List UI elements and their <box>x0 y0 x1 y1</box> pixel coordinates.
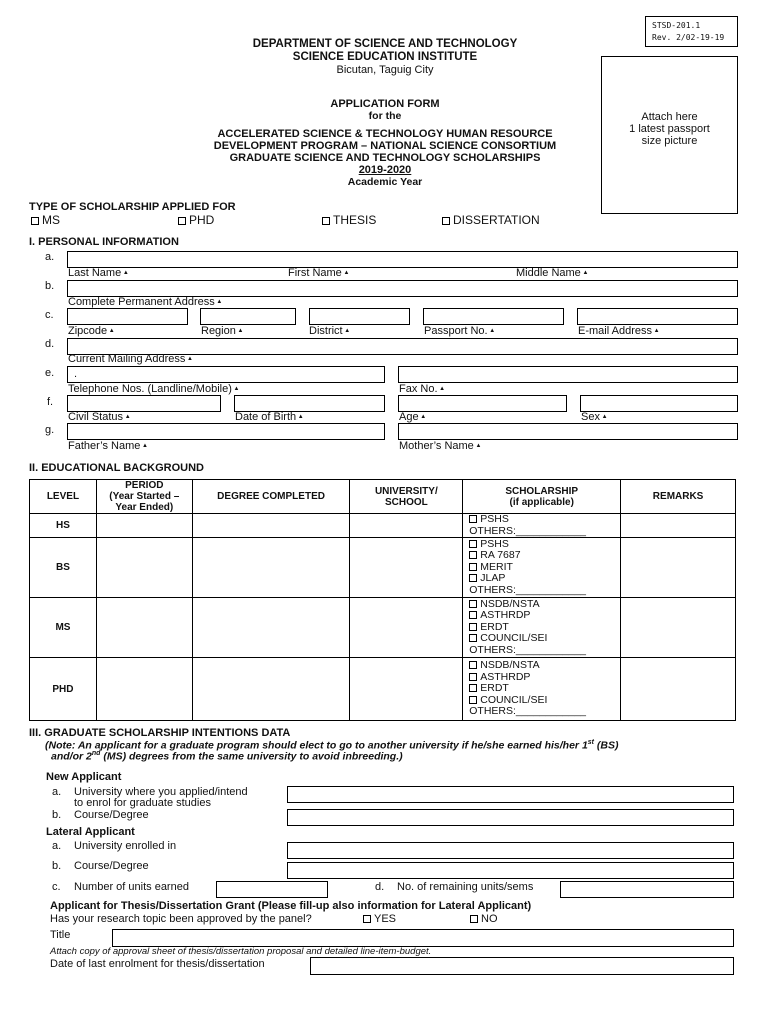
civil-status-input[interactable] <box>67 395 221 412</box>
lateral-university-label: University enrolled in <box>74 840 177 852</box>
zipcode-input[interactable] <box>67 308 188 325</box>
education-row-phd <box>30 658 736 721</box>
degree-phd-cell[interactable] <box>192 658 350 721</box>
row-letter-g: g. <box>45 424 55 436</box>
photo-instruction-1: Attach here <box>641 111 698 123</box>
col-remarks: REMARKS <box>621 480 736 514</box>
row-letter-e: e. <box>45 367 55 379</box>
program-line-3: GRADUATE SCIENCE AND TECHNOLOGY SCHOLARSHIPS <box>229 152 541 164</box>
mother-name-label: Mother’s Name ▲ <box>399 440 481 452</box>
district-label: District ▲ <box>309 325 350 337</box>
institute-location: Bicutan, Taguig City <box>336 64 434 76</box>
photo-instruction-2: 1 latest passport <box>629 123 710 135</box>
fax-input[interactable] <box>398 366 738 383</box>
education-table <box>29 479 736 721</box>
mother-name-input[interactable] <box>398 423 738 440</box>
lat-c-letter: c. <box>52 881 61 893</box>
fax-label: Fax No. ▲ <box>399 383 445 395</box>
region-input[interactable] <box>200 308 296 325</box>
scholarship-others[interactable]: OTHERS:____________ <box>469 583 587 596</box>
lat-d-letter: d. <box>375 881 385 893</box>
institute-name: SCIENCE EDUCATION INSTITUTE <box>292 51 478 63</box>
new-university-label-1: University where you applied/intend <box>74 786 248 798</box>
scholarship-option[interactable]: PSHS <box>469 514 620 526</box>
col-university-line2: SCHOOL <box>384 496 428 508</box>
thesis-grant-heading: Applicant for Thesis/Dissertation Grant (Please fill-up also information for Lateral Applicant) <box>50 900 532 912</box>
option-phd-label: PHD <box>189 213 215 227</box>
option-thesis-label: THESIS <box>333 213 377 227</box>
form-title-block <box>140 98 630 188</box>
remarks-phd-cell[interactable] <box>621 658 736 721</box>
telephone-value: . <box>74 368 78 380</box>
zipcode-label: Zipcode ▲ <box>68 325 115 337</box>
period-phd-cell[interactable] <box>96 658 192 721</box>
region-label: Region ▲ <box>201 325 243 337</box>
approved-yes-label: YES <box>374 913 397 925</box>
university-hs-cell[interactable] <box>350 514 463 538</box>
form-title: APPLICATION FORM <box>330 98 440 110</box>
new-applicant-heading: New Applicant <box>46 771 122 783</box>
passport-label: Passport No. ▲ <box>424 325 495 337</box>
program-year: 2019-2020 <box>358 164 412 176</box>
col-period <box>96 480 192 514</box>
age-input[interactable] <box>398 395 567 412</box>
photo-box[interactable] <box>601 56 738 214</box>
university-ms-cell[interactable] <box>350 598 463 658</box>
lateral-applicant-heading: Lateral Applicant <box>46 826 135 838</box>
passport-input[interactable] <box>423 308 564 325</box>
option-dissertation[interactable] <box>442 213 540 227</box>
program-line-2: DEVELOPMENT PROGRAM – NATIONAL SCIENCE CONSORTIUM <box>213 140 557 152</box>
option-phd[interactable] <box>178 213 214 227</box>
option-thesis[interactable] <box>322 213 376 227</box>
father-name-input[interactable] <box>67 423 385 440</box>
level-ms: MS <box>30 598 97 658</box>
scholarship-option[interactable]: COUNCIL/SEI <box>469 633 620 645</box>
education-header-row <box>30 480 736 514</box>
form-revision: Rev. 2/02-19-19 <box>652 33 725 42</box>
scholarship-others[interactable]: OTHERS:____________ <box>469 643 587 656</box>
education-row-bs <box>30 538 736 598</box>
checkbox-thesis[interactable] <box>322 217 330 225</box>
new-university-label-2: to enrol for graduate studies <box>74 797 211 809</box>
scholarship-option[interactable]: RA 7687 <box>469 550 620 562</box>
title-label: Title <box>50 929 71 941</box>
level-phd: PHD <box>30 658 97 721</box>
remarks-bs-cell[interactable] <box>621 538 736 598</box>
scholarship-option[interactable]: JLAP <box>469 573 620 585</box>
scholarship-option[interactable]: NSDB/NSTA <box>469 599 620 611</box>
university-bs-cell[interactable] <box>350 538 463 598</box>
form-code-box <box>645 16 738 47</box>
form-header <box>180 38 590 77</box>
graduate-note-2: and/or 2nd (MS) degrees from the same university to avoid inbreeding.) <box>51 750 403 763</box>
col-period-line2: (Year Started – <box>109 491 180 502</box>
district-input[interactable] <box>309 308 410 325</box>
period-hs-cell[interactable] <box>96 514 192 538</box>
new-course-label: Course/Degree <box>74 809 149 821</box>
degree-bs-cell[interactable] <box>192 538 350 598</box>
scholarship-phd-cell <box>463 658 621 721</box>
email-input[interactable] <box>577 308 738 325</box>
dob-input[interactable] <box>234 395 385 412</box>
attach-note: Attach copy of approval sheet of thesis/dissertation proposal and detailed line-item-budget. <box>50 946 432 957</box>
lateral-course-label: Course/Degree <box>74 860 149 872</box>
scholarship-bs-cell <box>463 538 621 598</box>
new-university-input[interactable] <box>287 786 734 803</box>
col-scholarship-line2: (if applicable) <box>509 496 574 508</box>
scholarship-ms-cell <box>463 598 621 658</box>
units-earned-label: Number of units earned <box>74 881 189 893</box>
remarks-ms-cell[interactable] <box>621 598 736 658</box>
option-ms[interactable] <box>31 213 60 227</box>
email-label: E-mail Address ▲ <box>578 325 660 337</box>
last-enrolment-input[interactable] <box>310 957 734 975</box>
scholarship-option[interactable]: ASTHRDP <box>469 672 620 684</box>
new-a-letter: a. <box>52 786 62 798</box>
row-letter-b: b. <box>45 280 55 292</box>
remarks-hs-cell[interactable] <box>621 514 736 538</box>
permanent-address-input[interactable] <box>67 280 738 297</box>
col-period-line1: PERIOD <box>125 480 164 491</box>
program-line-1: ACCELERATED SCIENCE & TECHNOLOGY HUMAN RESOURCE <box>217 128 553 140</box>
graduate-note-1: (Note: An applicant for a graduate program should elect to go to another university if he/she earned his/her 1st (BS) <box>45 739 619 752</box>
scholarship-others[interactable]: OTHERS:____________ <box>469 705 587 718</box>
scholarship-type-heading: TYPE OF SCHOLARSHIP APPLIED FOR <box>29 201 236 213</box>
age-label: Age ▲ <box>399 411 426 423</box>
mailing-address-label: Current Mailing Address ▲ <box>68 353 193 365</box>
checkbox-ms[interactable] <box>31 217 39 225</box>
education-row-ms <box>30 598 736 658</box>
new-b-letter: b. <box>52 809 62 821</box>
scholarship-option[interactable]: COUNCIL/SEI <box>469 695 620 707</box>
col-university-line1: UNIVERSITY/ <box>374 485 438 497</box>
level-hs: HS <box>30 514 97 538</box>
period-ms-cell[interactable] <box>96 598 192 658</box>
option-dissertation-label: DISSERTATION <box>453 213 540 227</box>
lateral-course-input[interactable] <box>287 862 734 879</box>
telephone-input[interactable] <box>67 366 385 383</box>
scholarship-option[interactable]: MERIT <box>469 562 620 574</box>
education-row-hs <box>30 514 736 538</box>
checkbox-phd[interactable] <box>178 217 186 225</box>
col-scholarship <box>463 480 621 514</box>
scholarship-others[interactable]: OTHERS:____________ <box>469 524 587 537</box>
civil-status-label: Civil Status ▲ <box>68 411 131 423</box>
col-period-line3: Year Ended) <box>115 502 174 513</box>
dept-name: DEPARTMENT OF SCIENCE AND TECHNOLOGY <box>252 38 518 50</box>
dob-label: Date of Birth ▲ <box>235 411 304 423</box>
graduate-heading: III. GRADUATE SCHOLARSHIP INTENTIONS DATA <box>29 727 291 739</box>
sex-input[interactable] <box>580 395 738 412</box>
degree-hs-cell[interactable] <box>192 514 350 538</box>
col-degree: DEGREE COMPLETED <box>192 480 350 514</box>
scholarship-option[interactable]: ERDT <box>469 622 620 634</box>
period-bs-cell[interactable] <box>96 538 192 598</box>
sex-label: Sex ▲ <box>581 411 608 423</box>
scholarship-option[interactable]: NSDB/NSTA <box>469 660 620 672</box>
scholarship-hs-cell <box>463 514 621 538</box>
checkbox-dissertation[interactable] <box>442 217 450 225</box>
first-name-label: First Name ▲ <box>288 267 349 279</box>
education-heading: II. EDUCATIONAL BACKGROUND <box>29 462 204 474</box>
form-for-the: for the <box>368 110 402 122</box>
form-code: STSD-201.1 <box>652 21 701 30</box>
title-input[interactable] <box>112 929 734 947</box>
units-earned-input[interactable] <box>216 881 328 898</box>
photo-instruction-3: size picture <box>641 135 698 147</box>
lat-b-letter: b. <box>52 860 62 872</box>
row-letter-a: a. <box>45 251 55 263</box>
name-input[interactable] <box>67 251 738 268</box>
scholarship-option[interactable]: ASTHRDP <box>469 610 620 622</box>
approved-yes[interactable] <box>363 913 396 925</box>
degree-ms-cell[interactable] <box>192 598 350 658</box>
lat-a-letter: a. <box>52 840 62 852</box>
lateral-university-input[interactable] <box>287 842 734 859</box>
university-phd-cell[interactable] <box>350 658 463 721</box>
middle-name-label: Middle Name ▲ <box>516 267 588 279</box>
last-name-label: Last Name ▲ <box>68 267 129 279</box>
remaining-units-label: No. of remaining units/sems <box>397 881 534 893</box>
col-level: LEVEL <box>30 480 97 514</box>
academic-year-label: Academic Year <box>347 176 423 188</box>
level-bs: BS <box>30 538 97 598</box>
personal-info-heading: I. PERSONAL INFORMATION <box>29 236 179 248</box>
col-university <box>350 480 463 514</box>
row-letter-d: d. <box>45 338 55 350</box>
col-scholarship-line1: SCHOLARSHIP <box>505 485 579 497</box>
approved-question: Has your research topic been approved by the panel? <box>50 913 312 925</box>
scholarship-option[interactable]: PSHS <box>469 539 620 551</box>
row-letter-c: c. <box>45 309 54 321</box>
father-name-label: Father’s Name ▲ <box>68 440 148 452</box>
checkbox-yes[interactable] <box>363 915 371 923</box>
checkbox-no[interactable] <box>470 915 478 923</box>
approved-no[interactable] <box>470 913 498 925</box>
approved-no-label: NO <box>481 913 498 925</box>
telephone-label: Telephone Nos. (Landline/Mobile) ▲ <box>68 383 240 395</box>
last-enrolment-label: Date of last enrolment for thesis/dissertation <box>50 958 265 970</box>
remaining-units-input[interactable] <box>560 881 734 898</box>
scholarship-option[interactable]: ERDT <box>469 683 620 695</box>
permanent-address-label: Complete Permanent Address ▲ <box>68 296 222 308</box>
option-ms-label: MS <box>42 213 60 227</box>
new-course-input[interactable] <box>287 809 734 826</box>
row-letter-f: f. <box>47 396 54 408</box>
